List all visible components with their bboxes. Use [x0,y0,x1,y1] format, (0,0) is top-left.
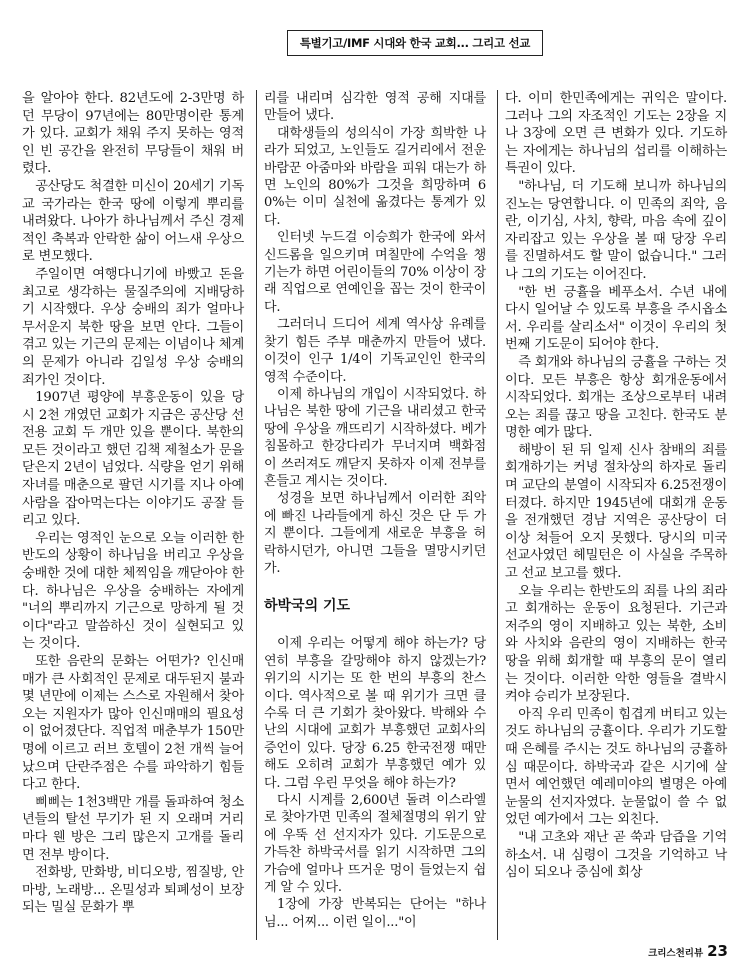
text-column-1 [22,90,244,917]
paragraph: 아직 우리 민족이 힘겹게 버티고 있는 것도 하나님의 긍휼이다. 우리가 기도할 때 은혜를 주시는 것도 하나님의 긍휼하심 때문이다. 하박국과 같은 시기에 살면서 예언했던 예레미야의 별명은 아예 눈물의 선지자였다. 눈물없이 쓸 수 없었던 예가에서 그는 외친다. [505,706,727,828]
paragraph: 1907년 평양에 부흥운동이 있을 당시 2천 개였던 교회가 지금은 공산당 선전용 교회 두 개만 있을 뿐이다. 북한의 모든 것이라고 했던 김책 제철소가 문을 닫은지 2년이 넘었다. 식량을 얻기 위해 자녀를 매춘으로 팔던 시기를 지나 아예 사람을 잡아먹는다는 이야기도 공잘 들리고 있다. [22,390,244,529]
paragraph: 주일이면 여행다니기에 바빴고 돈을 최고로 생각하는 물질주의에 지배당하기 시작했다. 우상 숭배의 죄가 얼마나 무서운지 북한 땅을 보면 안다. 그들이 겪고 있는 기근의 문제는 이념이나 체계의 문제가 아니라 김일성 우상 숭배의 죄가인 것이다. [22,266,244,388]
paragraph: 해방이 된 뒤 일제 신사 참배의 죄를 회개하기는 커녕 절차상의 하자로 돌리며 교단의 분열이 시작되자 6.25전쟁이 터졌다. 하지만 1945년에 대회개 운동을 전개했던 경남 지역은 공산당이 더 이상 쳐들어 오지 못했다. 당시의 미국 선교사였던 헤밀턴은 이 사실을 주목하고 선교 보고를 했다. [505,442,727,582]
column-divider [256,90,257,940]
section-header-title: 특별기고/IMF 시대와 한국 교회... 그리고 선교 [299,36,531,50]
paragraph: 우리는 영적인 눈으로 오늘 이러한 한반도의 상황이 하나님을 버리고 우상을 숭배한 것에 대한 체찍임을 깨닫아야 한다. 하나님은 우상을 숭배하는 자에게 "너의 뿌리까지 기근으로 망하게 될 것이다"라고 말씀하신 것이 실현되고 있는 것이다. [22,530,244,652]
paragraph: 인터넷 누드걸 이승희가 한국에 와서 신드롬을 일으키며 며칠만에 수억을 챙기는가 하면 어린이들의 70% 이상이 장래 직업으로 연예인을 꼽는 것이 한국이다. [264,230,486,315]
page-footer [648,942,728,960]
paragraph: "하나님, 더 기도해 보니까 하나님의 진노는 당연합니다. 이 민족의 죄악, 음란, 이기심, 사치, 향락, 마음 속에 깊이 자리잡고 있는 우상을 볼 때 당장 우리를 진멸하셔도 할 말이 없습니다." 그러나 그의 기도는 이어진다. [505,178,727,282]
text-column-3 [505,90,727,882]
text-column-2 [264,90,486,931]
paragraph: 또한 음란의 문화는 어떤가? 인신매매가 큰 사회적인 문제로 대두된지 불과 몇 년만에 이제는 스스로 자원해서 찾아오는 지원자가 많아 인신매매의 필요성이 없어졌단다. 직업적 매춘부가 150만 명에 이르고 러브 호텔이 2천 개씩 늘어났으며 단란주점은 수를 파악하기 힘들다고 한다. [22,654,244,793]
paragraph: 삐삐는 1천3백만 개를 돌파하여 청소년들의 탈선 무기가 된 지 오래며 거리마다 웬 방은 그리 많은지 고개를 돌리면 전부 방이다. [22,794,244,863]
page-number: 23 [707,942,728,960]
paragraph: 을 알아야 한다. 82년도에 2-3만명 하던 무당이 97년에는 80만명이란 통계가 있다. 교회가 채워 주지 못하는 영적인 빈 공간을 완전히 무당들이 채워 버렸다. [22,91,244,177]
paragraph: 대학생들의 성의식이 가장 희박한 나라가 되었고, 노인들도 길거리에서 전운 바람꾼 아줌마와 바람을 피워 대는가 하면 노인의 80%가 그것을 희망하며 60%는 이미 실천에 옮겼다는 통계가 있다. [264,125,486,228]
magazine-name: 크리스천리뷰 [648,948,704,959]
section-header-box [287,30,543,56]
paragraph: 전화방, 만화방, 비디오방, 찜질방, 안마방, 노래방... 온밀성과 퇴폐성이 보장되는 밀실 문화가 뿌 [22,865,244,916]
paragraph: 성경을 보면 하나님께서 이러한 죄악에 빠진 나라들에게 하신 것은 단 두 가지 뿐이다. 그들에게 새로운 부흥을 허락하시던가, 아니면 그들을 멸망시키던가. [264,491,486,576]
paragraph: 다시 시계를 2,600년 돌려 이스라엘로 찾아가면 민족의 절체절명의 위기 앞에 우뚝 선 선지자가 있다. 기도문으로 가득찬 하박국서를 읽기 시작하면 그의 가슴에 얼마나 뜨거운 멍이 들었는지 쉽게 알 수 있다. [264,793,486,896]
paragraph: 공산당도 척결한 미신이 20세기 기독교 국가라는 한국 땅에 이렇게 뿌리를 내려왔다. 나아가 하나님께서 주신 경제적인 축복과 안락한 삶이 어느새 우상으로 변모했다. [22,178,244,265]
paragraph: 1장에 가장 반복되는 단어는 "하나님... 어찌... 이런 일이..."이 [264,897,486,930]
paragraph: "내 고초와 재난 곧 쑥과 담즙을 기억하소서. 내 심령이 그것을 기억하고 낙심이 되오나 중심에 회상 [505,829,727,881]
paragraph: "한 번 긍휼을 베푸소서. 수년 내에 다시 일어날 수 있도록 부흥을 주시옵소서. 우리를 살리소서" 이것이 우리의 첫 번째 기도문이 되어야 한다. [505,284,727,353]
section-subheading: 하박국의 기도 [264,598,351,615]
paragraph: 이제 하나님의 개입이 시작되었다. 하나님은 북한 땅에 기근을 내리셨고 한국 땅에 우상을 깨뜨리기 시작하셨다. 베가 침몰하고 한강다리가 무너지며 백화점이 쓰러져도 깨닫지 못하자 이제 전부를 흔들고 계시는 것이다. [264,386,486,489]
paragraph: 그러더니 드디어 세계 역사상 유례를 찾기 힘든 주부 매춘까지 만들어 냈다. 이것이 인구 1/4이 기독교인인 한국의 영적 수준이다. [264,317,486,385]
column-divider [497,90,498,940]
paragraph: 이제 우리는 어떻게 해야 하는가? 당연히 부흥을 갈망해야 하지 않겠는가? 위기의 시기는 또 한 번의 부흥의 찬스이다. 역사적으로 볼 때 위기가 크면 클수록 더 큰 기회가 찾아왔다. 박해와 수난의 시대에 교회가 부흥했던 교회사의 증언이 있다. 당장 6.25 한국전쟁 때만 해도 오히려 교회가 부흥했던 예가 있다. 그럼 우린 무엇을 해야 하는가? [264,636,486,791]
paragraph: 다. 이미 한민족에게는 귀익은 말이다. 그러나 그의 자조적인 기도는 2장을 지나 3장에 오면 큰 변화가 있다. 기도하는 자에게는 하나님의 섭리를 이해하는 특권이 있다. [505,91,727,177]
paragraph: 즉 회개와 하나님의 긍휼을 구하는 것이다. 모든 부흥은 항상 회개운동에서 시작되었다. 회개는 조상으로부터 내려오는 죄를 끊고 땅을 고친다. 한국도 분명한 예가 많다. [505,354,727,441]
paragraph: 오늘 우리는 한반도의 죄를 나의 죄라고 회개하는 운동이 요청된다. 기근과 저주의 영이 지배하고 있는 북한, 소비와 사치와 음란의 영이 지배하는 한국 땅을 위해 회개할 때 부흥의 문이 열리는 것이다. 이러한 악한 영들을 결박시켜야 승리가 보장된다. [505,583,727,705]
paragraph: 리를 내리며 심각한 영적 공해 지대를 만들어 냈다. [264,91,486,124]
